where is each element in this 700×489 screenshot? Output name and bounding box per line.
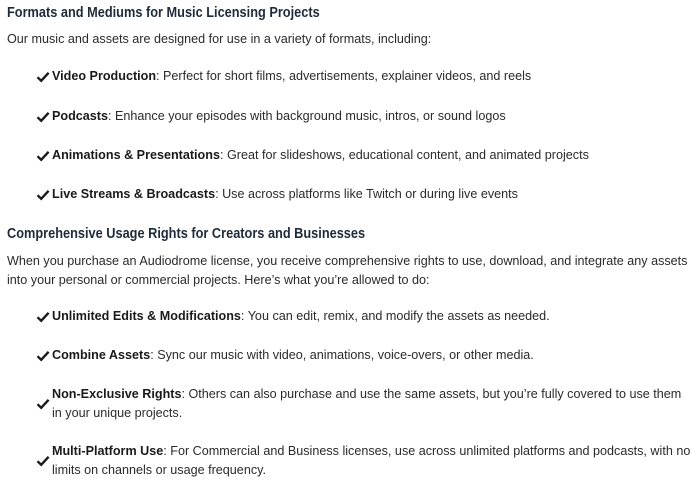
checkmark-icon [36, 189, 51, 201]
list-item-title: Non-Exclusive Rights [52, 387, 182, 401]
list-item-combine-assets [36, 346, 692, 365]
list-item-text [52, 385, 692, 423]
list-item-animations [36, 146, 692, 165]
checkmark-icon [36, 311, 51, 323]
section-intro-usage-rights: When you purchase an Audiodrome license, you receive comprehensive rights to use, download, and integrate any assets into your personal or commercial projects. Here’s what you’re allowed to do: [7, 254, 688, 287]
section-heading-formats: Formats and Mediums for Music Licensing Projects [7, 5, 320, 21]
list-item-desc: : Enhance your episodes with background music, intros, or sound logos [108, 109, 506, 123]
list-item-title: Combine Assets [52, 348, 151, 362]
section-intro-formats: Our music and assets are designed for use in a variety of formats, including: [7, 32, 432, 46]
list-item-desc: : Great for slideshows, educational content, and animated projects [219, 148, 589, 162]
list-item-text [52, 67, 692, 86]
list-item-desc: : Sync our music with video, animations, voice-overs, or other media. [150, 348, 534, 362]
list-item-title: Animations & Presentations [52, 148, 220, 162]
checkmark-icon [36, 398, 51, 410]
checkmark-icon [36, 150, 51, 162]
list-item-title: Live Streams & Broadcasts [52, 187, 216, 201]
list-item-desc: : Others can also purchase and use the same assets, but you’re fully covered to use them in your unique projects. [52, 387, 682, 420]
list-item-text [52, 346, 692, 365]
list-item-live-streams [36, 185, 692, 204]
list-item-title: Video Production [52, 69, 157, 83]
list-item-text [52, 442, 692, 480]
list-item-text [52, 107, 692, 126]
list-item-title: Unlimited Edits & Modifications [52, 309, 241, 323]
list-item-text [52, 185, 692, 204]
checkmark-icon [36, 350, 51, 362]
checkmark-icon [36, 71, 51, 83]
list-item-desc: : Perfect for short films, advertisements, explainer videos, and reels [156, 69, 532, 83]
section-heading-usage-rights: Comprehensive Usage Rights for Creators and Businesses [7, 226, 366, 242]
list-item-text [52, 307, 692, 326]
checkmark-icon [36, 455, 51, 467]
list-item-podcasts [36, 107, 692, 126]
list-item-unlimited-edits [36, 307, 692, 326]
list-item-desc: : Use across platforms like Twitch or during live events [215, 187, 518, 201]
list-item-desc: : You can edit, remix, and modify the assets as needed. [240, 309, 550, 323]
list-item-video-production [36, 67, 692, 86]
list-item-desc: : For Commercial and Business licenses, use across unlimited platforms and podcasts, with no limits on channels or usage frequency. [52, 444, 691, 477]
list-item-multi-platform [36, 442, 692, 480]
list-item-text [52, 146, 692, 165]
list-item-title: Podcasts [52, 109, 108, 123]
checkmark-icon [36, 111, 51, 123]
list-item-non-exclusive [36, 385, 692, 423]
list-item-title: Multi-Platform Use [52, 444, 164, 458]
